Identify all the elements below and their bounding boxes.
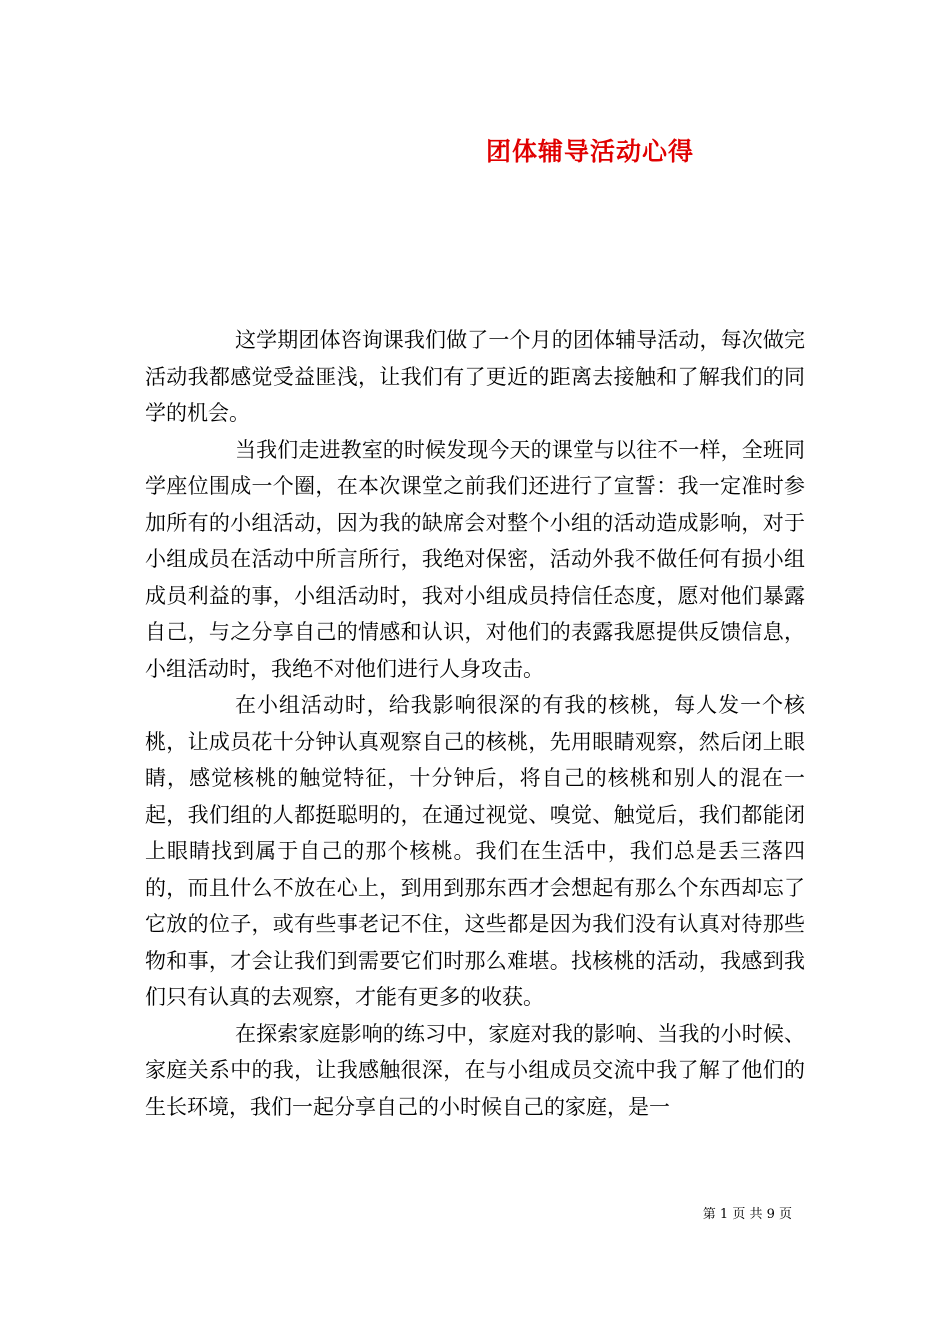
paragraph-2: 当我们走进教室的时候发现今天的课堂与以往不一样，全班同学座位围成一个圈，在本次课堂之前我们还进行了宣誓：我一定准时参加所有的小组活动，因为我的缺席会对整个小组的活动造成影响，对于小组成员在活动中所言所行，我绝对保密，活动外我不做任何有损小组成员利益的事，小组活动时，我对小组成员持信任态度，愿对他们暴露自己，与之分享自己的情感和认识，对他们的表露我愿提供反馈信息，小组活动时，我绝不对他们进行人身攻击。 [145, 437, 805, 681]
document-body [145, 322, 805, 1125]
page-number: 第 1 页 共 9 页 [702, 1207, 792, 1222]
paragraph-1: 这学期团体咨询课我们做了一个月的团体辅导活动，每次做完活动我都感觉受益匪浅，让我们有了更近的距离去接触和了解我们的同学的机会。 [145, 328, 805, 425]
document-title: 团体辅导活动心得 [485, 137, 694, 166]
paragraph-3: 在小组活动时，给我影响很深的有我的核桃，每人发一个核桃，让成员花十分钟认真观察自己的核桃，先用眼睛观察，然后闭上眼睛，感觉核桃的触觉特征，十分钟后，将自己的核桃和别人的混在一起，我们组的人都挺聪明的，在通过视觉、嗅觉、触觉后，我们都能闭上眼睛找到属于自己的那个核桃。我们在生活中，我们总是丢三落四的，而且什么不放在心上，到用到那东西才会想起有那么个东西却忘了它放的位子，或有些事老记不住，这些都是因为我们没有认真对待那些物和事，才会让我们到需要它们时那么难堪。找核桃的活动，我感到我们只有认真的去观察，才能有更多的收获。 [145, 693, 805, 1009]
paragraph-4: 在探索家庭影响的练习中，家庭对我的影响、当我的小时候、家庭关系中的我，让我感触很深，在与小组成员交流中我了解了他们的生长环境，我们一起分享自己的小时候自己的家庭，是一 [145, 1021, 805, 1119]
page-footer [0, 1203, 950, 1222]
